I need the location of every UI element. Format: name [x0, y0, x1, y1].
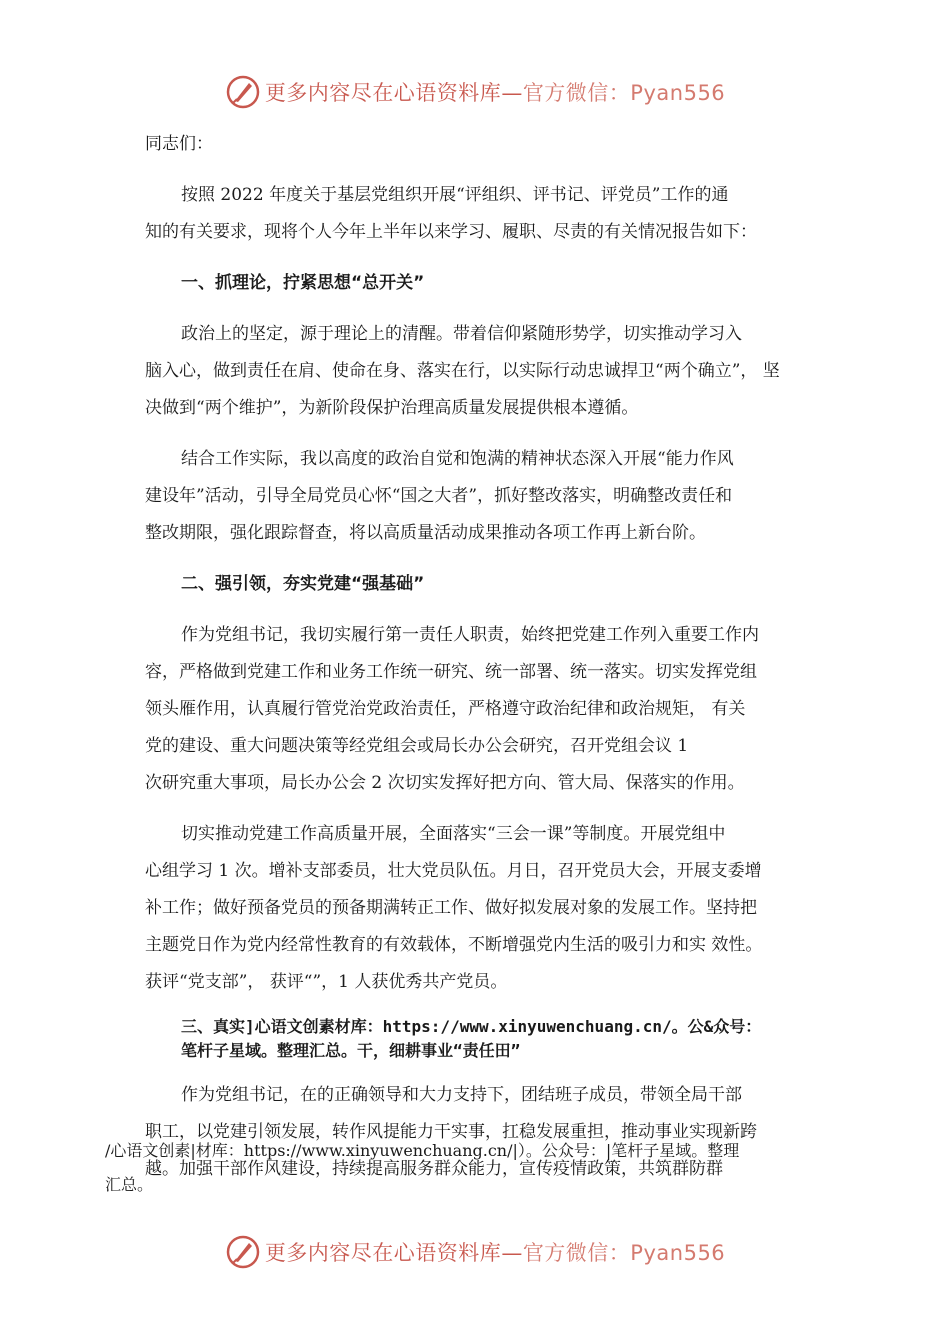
title-line: 三、真实]心语文创素材库：https://www.xinyuwenchuang.cn/。公&众号：	[181, 1017, 762, 1036]
text-line: 作为党组书记，在的正确领导和大力支持下，团结班子成员，带领全局干部	[181, 1085, 742, 1105]
text-line: 越。加强干部作风建设，持续提高服务群众能力，宣传疫情政策，共筑群防群	[145, 1159, 723, 1179]
banner-wechat: 官方微信：Pyan556	[522, 1241, 726, 1265]
text-line: 容，严格做到党建工作和业务工作统一研究、统一部署、统一落实。切实发挥党组	[145, 662, 757, 682]
footer-banner	[0, 1232, 950, 1272]
text-line: 结合工作实际，我以高度的政治自觉和饱满的精神状态深入开展“能力作风	[181, 449, 734, 469]
title-line: 笔杆子星域。整理汇总。干，细耕事业“责任田”	[181, 1041, 521, 1060]
text-line: 政治上的坚定，源于理论上的清醒。带着信仰紧随形势学，切实推动学习入	[181, 324, 742, 344]
section-1-title: 一、抓理论，拧紧思想“总开关”	[181, 273, 425, 293]
banner-title: 更多内容尽在心语资料库	[264, 81, 502, 105]
quill-pen-icon	[225, 1234, 261, 1270]
banner-text	[265, 77, 725, 107]
section-1-paragraph-1	[145, 316, 825, 427]
text-line: 知的有关要求，现将个人今年上半年以来学习、履职、尽责的有关情况报告如下：	[145, 222, 757, 242]
intro-paragraph	[145, 177, 825, 251]
banner-text	[265, 1237, 725, 1267]
banner-title: 更多内容尽在心语资料库	[264, 1241, 502, 1265]
quill-pen-icon	[225, 74, 261, 110]
text-line: 作为党组书记，我切实履行第一责任人职责，始终把党建工作列入重要工作内	[181, 625, 759, 645]
section-1-paragraph-2	[145, 441, 825, 552]
banner-dash: —	[501, 81, 523, 105]
document-body	[145, 126, 825, 1188]
section-2-paragraph-2	[145, 816, 825, 1001]
text-line: 建设年”活动，引导全局党员心怀“国之大者”，抓好整改落实，明确整改责任和	[145, 486, 733, 506]
text-line: 补工作；做好预备党员的预备期满转正工作、做好拟发展对象的发展工作。坚持把	[145, 898, 757, 918]
banner-dash: —	[501, 1241, 523, 1265]
text-line: 党的建设、重大问题决策等经党组会或局长办公会研究，召开党组会议 1	[145, 736, 689, 756]
text-line: 心组学习 1 次。增补支部委员，壮大党员队伍。月日，召开党员大会，开展支委增	[145, 861, 762, 881]
text-line: 领头雁作用，认真履行管党治党政治责任，严格遵守政治纪律和政治规矩， 有关	[145, 699, 746, 719]
text-line: /心语文创素|材库：https://www.xinyuwenchuang.cn/|）。公众号：|笔杆子星域。整理	[105, 1141, 740, 1160]
text-line: 脑入心，做到责任在肩、使命在身、落实在行，以实际行动忠诚捍卫“两个确立”， 坚	[145, 361, 780, 381]
text-line: 主题党日作为党内经常性教育的有效载体，不断增强党内生活的吸引力和实 效性。	[145, 935, 763, 955]
banner-wechat: 官方微信：Pyan556	[522, 81, 726, 105]
text-line: 获评“党支部”， 获评“”，1 人获优秀共产党员。	[145, 972, 508, 992]
section-2-paragraph-1	[145, 617, 825, 802]
text-line: 整改期限，强化跟踪督查，将以高质量活动成果推动各项工作再上新台阶。	[145, 523, 706, 543]
text-line: 职工，以党建引领发展，转作风提能力干实事，扛稳发展重担，推动事业实现新跨	[145, 1122, 757, 1142]
header-banner	[0, 72, 950, 112]
text-line: 汇总。	[105, 1175, 154, 1194]
section-2-title: 二、强引领，夯实党建“强基础”	[181, 574, 425, 594]
tail-note	[105, 1134, 845, 1202]
section-3-title	[145, 1015, 825, 1063]
text-line: 次研究重大事项，局长办公会 2 次切实发挥好把方向、管大局、保落实的作用。	[145, 773, 745, 793]
salutation: 同志们：	[145, 134, 213, 154]
text-line: 决做到“两个维护”，为新阶段保护治理高质量发展提供根本遵循。	[145, 398, 639, 418]
text-line: 按照 2022 年度关于基层党组织开展“评组织、评书记、评党员”工作的通	[181, 185, 729, 205]
text-line: 切实推动党建工作高质量开展，全面落实“三会一课”等制度。开展党组中	[181, 824, 726, 844]
